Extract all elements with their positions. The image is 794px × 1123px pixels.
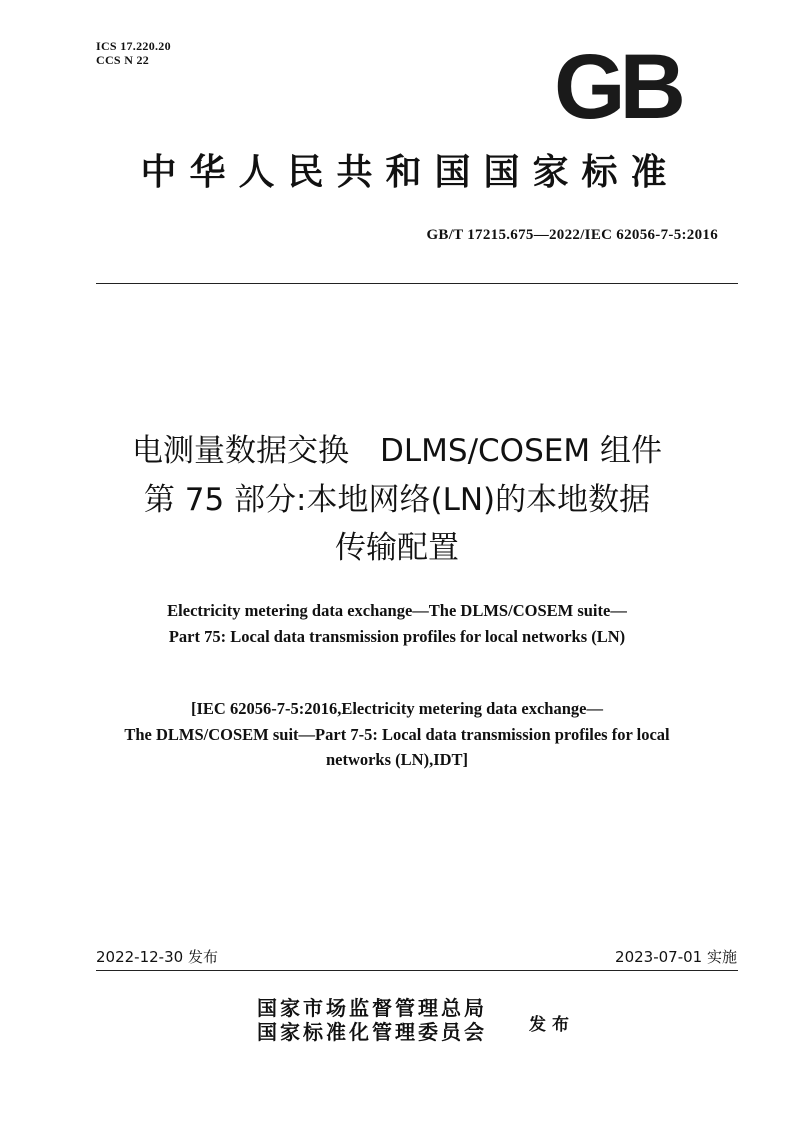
ccs-code: CCS N 22 bbox=[96, 53, 150, 67]
implementation-date: 2023-07-01 实施 bbox=[615, 948, 737, 966]
publish-label: 发布 bbox=[529, 1015, 575, 1035]
idt-reference-line-3: networks (LN),IDT] bbox=[325, 750, 469, 769]
english-title-line-2: Part 75: Local data transmission profiles for local networks (LN) bbox=[168, 627, 626, 646]
gb-logo-text: GB bbox=[554, 46, 680, 126]
issuer-line-2: 国家标准化管理委员会 bbox=[257, 1020, 487, 1044]
idt-reference-line-1: [IEC 62056-7-5:2016,Electricity metering data exchange— bbox=[191, 699, 603, 718]
chinese-title-line-2: 第 75 部分:本地网络(LN)的本地数据 bbox=[143, 482, 651, 518]
standard-number: GB/T 17215.675—2022/IEC 62056-7-5:2016 bbox=[426, 227, 718, 243]
top-divider bbox=[96, 283, 738, 284]
idt-reference-line-2: The DLMS/COSEM suit—Part 7-5: Local data transmission profiles for local bbox=[124, 725, 670, 744]
standard-category: 中华人民共和国国家标准 bbox=[140, 151, 680, 193]
chinese-title-line-3: 传输配置 bbox=[335, 530, 459, 566]
bottom-divider bbox=[96, 970, 738, 971]
gb-logo bbox=[538, 46, 696, 126]
issue-date: 2022-12-30 发布 bbox=[96, 948, 218, 966]
chinese-title-line-1: 电测量数据交换 DLMS/COSEM 组件 bbox=[132, 433, 662, 469]
english-title-line-1: Electricity metering data exchange—The DLMS/COSEM suite— bbox=[167, 601, 627, 620]
ics-code: ICS 17.220.20 bbox=[96, 39, 171, 53]
issuer-line-1: 国家市场监督管理总局 bbox=[257, 996, 487, 1020]
